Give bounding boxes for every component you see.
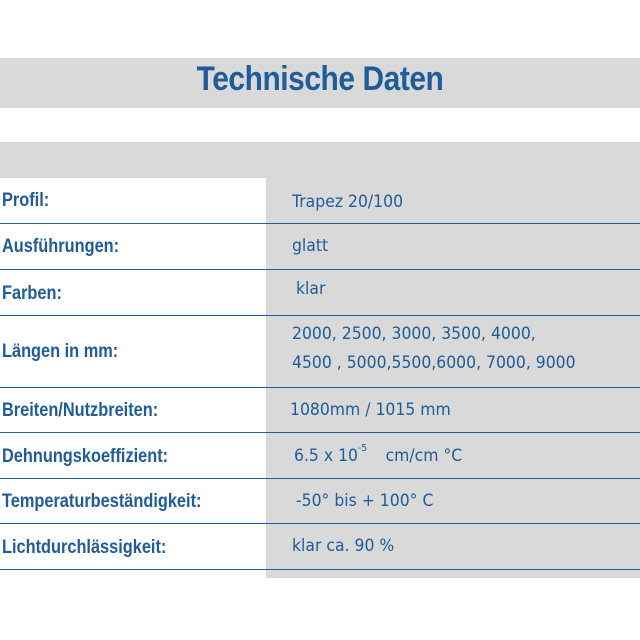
- row-value-licht: klar ca. 90 %: [292, 536, 395, 556]
- row-separator: [0, 432, 640, 433]
- row-label-ausfuehrungen: Ausführungen:: [2, 236, 120, 257]
- row-separator: [0, 223, 640, 224]
- dehnung-base: 6.5 x 10: [294, 446, 358, 466]
- row-value-farben: klar: [296, 279, 326, 299]
- row-value-temperatur: -50° bis + 100° C: [296, 491, 434, 511]
- page-title: Technische Daten: [196, 60, 444, 98]
- row-value-breiten: 1080mm / 1015 mm: [290, 400, 451, 420]
- dehnung-unit: cm/cm °C: [385, 446, 463, 466]
- row-separator: [0, 387, 640, 388]
- dehnung-exponent: -5: [357, 443, 368, 455]
- row-separator: [0, 315, 640, 316]
- row-separator: [0, 569, 640, 570]
- row-label-temperatur: Temperaturbeständigkeit:: [2, 491, 202, 512]
- table-header-band: [0, 142, 640, 178]
- row-separator: [0, 523, 640, 524]
- row-separator: [0, 269, 640, 270]
- row-separator: [0, 478, 640, 479]
- row-label-breiten: Breiten/Nutzbreiten:: [2, 400, 159, 421]
- row-value-laengen-line2: 4500 , 5000,5500,6000, 7000, 9000: [292, 353, 576, 373]
- row-label-dehnung: Dehnungskoeffizient:: [2, 446, 169, 467]
- row-value-laengen-line1: 2000, 2500, 3000, 3500, 4000,: [292, 324, 536, 344]
- row-label-laengen: Längen in mm:: [2, 341, 119, 362]
- row-label-profil: Profil:: [2, 190, 50, 211]
- row-label-farben: Farben:: [2, 283, 62, 304]
- row-label-licht: Lichtdurchlässigkeit:: [2, 537, 167, 558]
- row-value-dehnung: [294, 443, 463, 466]
- row-value-ausfuehrungen: glatt: [292, 236, 329, 256]
- row-value-profil: Trapez 20/100: [292, 192, 404, 212]
